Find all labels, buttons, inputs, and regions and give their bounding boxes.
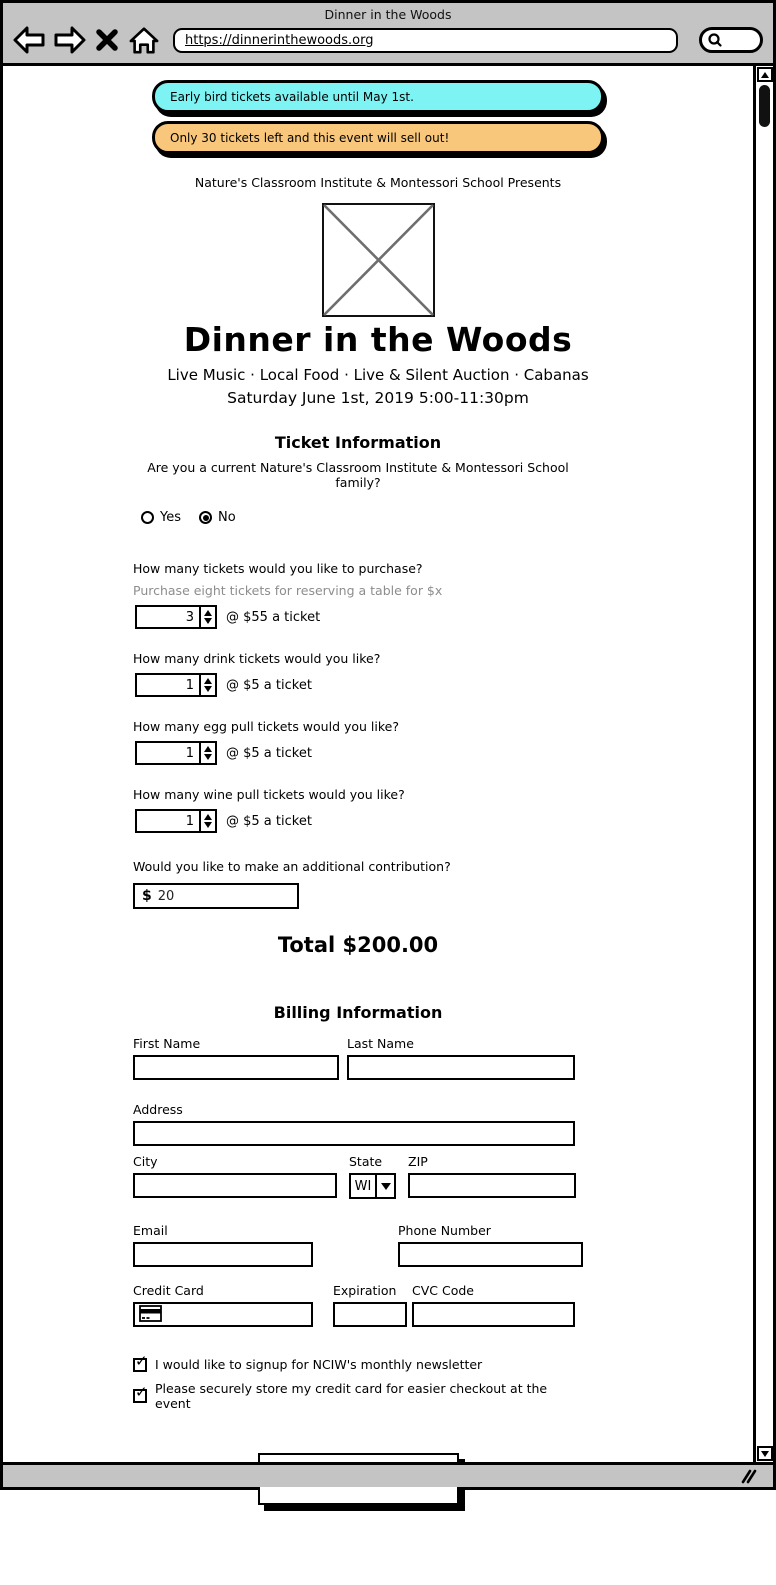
- first-name-field[interactable]: [133, 1055, 339, 1080]
- tickets-qty-row: [135, 605, 583, 629]
- browser-viewport: [3, 63, 773, 1462]
- browser-nav-row: [13, 25, 763, 55]
- expiration-label: Expiration: [333, 1283, 397, 1298]
- forward-icon[interactable]: [54, 25, 86, 55]
- event-tagline: Live Music · Local Food · Live & Silent Auction · Cabanas: [167, 366, 589, 384]
- order-total: Total $200.00: [277, 933, 439, 957]
- billing-heading: Billing Information: [273, 1003, 443, 1022]
- zip-label: ZIP: [408, 1154, 428, 1169]
- search-box[interactable]: [699, 27, 763, 53]
- first-name-label: First Name: [133, 1036, 201, 1051]
- event-datetime: Saturday June 1st, 2019 5:00-11:30pm: [227, 389, 529, 407]
- egg-stepper-arrows-icon[interactable]: [199, 743, 215, 763]
- ticket-info-heading: Ticket Information: [274, 433, 442, 452]
- state-dropdown[interactable]: [349, 1173, 396, 1199]
- radio-yes-icon[interactable]: [141, 511, 154, 524]
- email-label: Email: [133, 1223, 168, 1238]
- page-content: [3, 66, 753, 1462]
- search-icon: [706, 31, 724, 49]
- currency-symbol: $: [142, 888, 152, 904]
- stop-icon[interactable]: [95, 25, 119, 55]
- wine-rate: @ $5 a ticket: [226, 813, 312, 829]
- contribution-label: Would you like to make an additional contribution?: [133, 859, 451, 874]
- page-title: Dinner in the Woods: [183, 320, 573, 359]
- store-card-consent-row[interactable]: [133, 1381, 583, 1411]
- checkmark-icon: ✓: [135, 1351, 148, 1370]
- last-name-field[interactable]: [347, 1055, 575, 1080]
- store-card-checkbox[interactable]: [133, 1383, 148, 1403]
- tickets-qty-hint: Purchase eight tickets for reserving a table for $x: [133, 583, 443, 598]
- credit-card-icon: [139, 1305, 162, 1326]
- city-field[interactable]: [133, 1173, 337, 1198]
- radio-no-icon[interactable]: [199, 511, 212, 524]
- presents-line: Nature's Classroom Institute & Montessori School Presents: [194, 175, 562, 190]
- contribution-field[interactable]: [133, 883, 299, 909]
- wine-qty-input[interactable]: [137, 811, 199, 831]
- alert-early-bird-text: Early bird tickets available until May 1st.: [170, 89, 414, 104]
- scroll-up-arrow-icon: [761, 72, 769, 78]
- radio-no-label: No: [218, 510, 236, 525]
- window-title: Dinner in the Woods: [324, 7, 452, 22]
- wine-qty-row: [135, 809, 583, 833]
- newsletter-checkbox[interactable]: [133, 1351, 148, 1372]
- drink-qty-stepper[interactable]: [135, 673, 217, 697]
- window-statusbar: [3, 1462, 773, 1487]
- tickets-stepper-arrows-icon[interactable]: [199, 607, 215, 627]
- phone-label: Phone Number: [398, 1223, 491, 1238]
- drink-rate: @ $5 a ticket: [226, 677, 312, 693]
- drink-qty-row: [135, 673, 583, 697]
- tickets-rate: @ $55 a ticket: [226, 609, 321, 625]
- expiration-field[interactable]: [333, 1302, 407, 1327]
- egg-rate: @ $5 a ticket: [226, 745, 312, 761]
- email-field[interactable]: [133, 1242, 313, 1267]
- resize-handle-icon[interactable]: [741, 1469, 759, 1484]
- scroll-up-button[interactable]: [757, 67, 773, 82]
- image-placeholder-x-icon: [324, 205, 433, 315]
- contribution-input[interactable]: [158, 889, 268, 904]
- home-icon[interactable]: [128, 25, 160, 55]
- radio-option-yes[interactable]: [141, 510, 181, 525]
- radio-option-no[interactable]: [199, 510, 236, 525]
- city-label: City: [133, 1154, 158, 1169]
- state-selected-value: WI: [354, 1178, 372, 1194]
- credit-card-label: Credit Card: [133, 1283, 204, 1298]
- family-radio-group: [141, 510, 583, 525]
- egg-qty-input[interactable]: [137, 743, 199, 763]
- scroll-down-button[interactable]: [757, 1446, 773, 1461]
- store-card-consent-label: Please securely store my credit card for easier checkout at the event: [155, 1381, 548, 1411]
- alert-tickets-left: [152, 121, 604, 154]
- wine-qty-label: How many wine pull tickets would you like?: [133, 787, 405, 802]
- last-name-label: Last Name: [347, 1036, 414, 1051]
- radio-yes-label: Yes: [160, 510, 181, 525]
- browser-chrome: [3, 3, 773, 63]
- phone-field[interactable]: [398, 1242, 583, 1267]
- url-text: https://dinnerinthewoods.org: [185, 32, 374, 48]
- egg-qty-label: How many egg pull tickets would you like?: [133, 719, 399, 734]
- zip-field[interactable]: [408, 1173, 576, 1198]
- url-bar[interactable]: [173, 28, 678, 53]
- tickets-qty-input[interactable]: [137, 607, 199, 627]
- egg-qty-stepper[interactable]: [135, 741, 217, 765]
- state-dropdown-arrow-icon[interactable]: [375, 1175, 394, 1197]
- address-field[interactable]: [133, 1121, 575, 1146]
- wine-qty-stepper[interactable]: [135, 809, 217, 833]
- event-image-placeholder: [322, 203, 435, 317]
- tickets-qty-stepper[interactable]: [135, 605, 217, 629]
- back-icon[interactable]: [13, 25, 45, 55]
- family-question: Are you a current Nature's Classroom Institute & Montessori School family?: [147, 460, 569, 490]
- newsletter-consent-row[interactable]: [133, 1351, 583, 1372]
- wine-stepper-arrows-icon[interactable]: [199, 811, 215, 831]
- egg-qty-row: [135, 741, 583, 765]
- alert-tickets-left-text: Only 30 tickets left and this event will sell out!: [170, 130, 450, 145]
- checkmark-icon: ✓: [135, 1383, 148, 1401]
- scrollbar-thumb[interactable]: [759, 85, 770, 127]
- alert-early-bird: [152, 80, 604, 113]
- address-label: Address: [133, 1102, 183, 1117]
- cvc-label: CVC Code: [412, 1283, 474, 1298]
- vertical-scrollbar[interactable]: [753, 66, 773, 1462]
- newsletter-consent-label: I would like to signup for NCIW's monthly newsletter: [155, 1357, 483, 1372]
- drink-stepper-arrows-icon[interactable]: [199, 675, 215, 695]
- drink-qty-label: How many drink tickets would you like?: [133, 651, 381, 666]
- state-label: State: [349, 1154, 383, 1169]
- tickets-qty-label: How many tickets would you like to purchase?: [133, 561, 423, 576]
- scroll-down-arrow-icon: [761, 1451, 769, 1457]
- consent-checkboxes: [133, 1351, 583, 1411]
- cvc-field[interactable]: [412, 1302, 575, 1327]
- drink-qty-input[interactable]: [137, 675, 199, 695]
